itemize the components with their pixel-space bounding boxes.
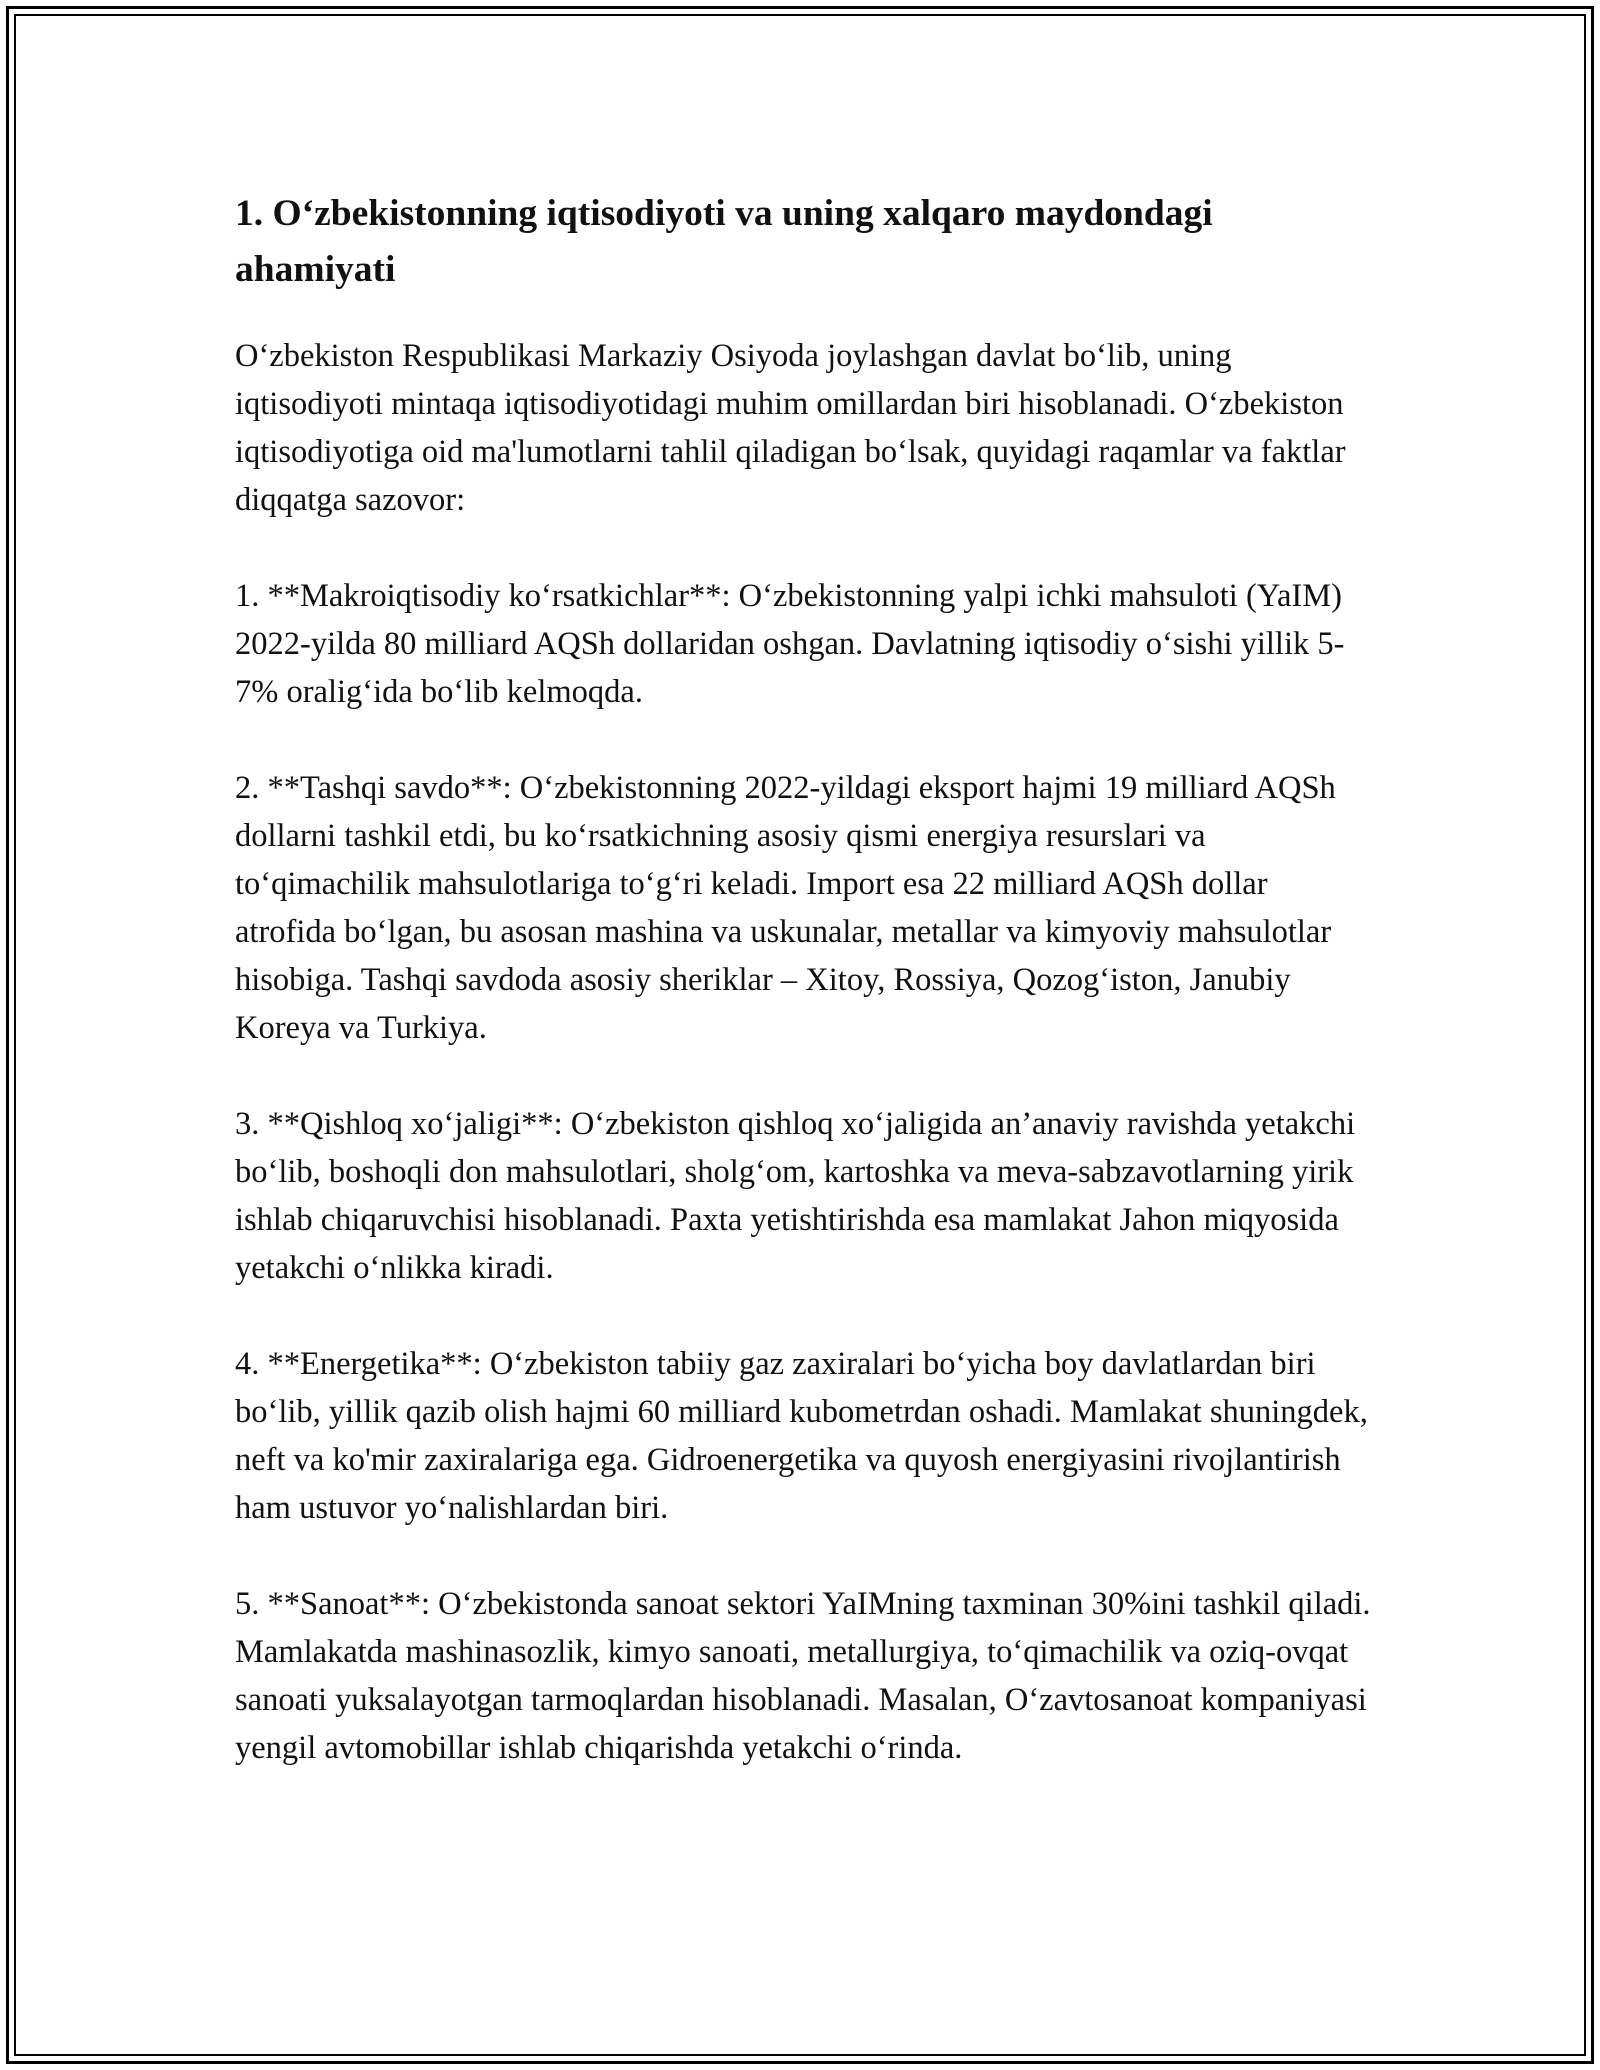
list-item-industry: 5. **Sanoat**: O‘zbekistonda sanoat sektori YaIMning taxminan 30%ini tashkil qiladi. Mamlakatda mashinasozlik, kimyo sanoati, metallurgiya, to‘qimachilik va oziq-ovqat sanoati yuksalayotgan tarmoqlardan hisoblanadi. Masalan, O‘zavtosanoat kompaniyasi yengil avtomobillar ishlab chiqarishda yetakchi o‘rinda. <box>235 1586 1371 1766</box>
list-item-macroeconomics: 1. **Makroiqtisodiy ko‘rsatkichlar**: O‘zbekistonning yalpi ichki mahsuloti (YaIM) 2022-yilda 80 milliard AQSh dollaridan oshgan. Davlatning iqtisodiy o‘sishi yillik 5-7% oralig‘ida bo‘lib kelmoqda. <box>235 578 1345 710</box>
list-item-agriculture: 3. **Qishloq xo‘jaligi**: O‘zbekiston qishloq xo‘jaligida an’anaviy ravishda yetakchi bo‘lib, boshoqli don mahsulotlari, sholg‘om, kartoshka va meva-sabzavotlarning yirik ishlab chiqaruvchisi hisoblanadi. Paxta yetishtirishda esa mamlakat Jahon miqyosida yetakchi o‘nlikka kiradi. <box>235 1106 1356 1286</box>
document-title: 1. O‘zbekistonning iqtisodiyoti va uning xalqaro maydondagi ahamiyati <box>235 193 1213 290</box>
list-item-foreign-trade: 2. **Tashqi savdo**: O‘zbekistonning 2022-yildagi eksport hajmi 19 milliard AQSh dollarni tashkil etdi, bu ko‘rsatkichning asosiy qismi energiya resurslari va to‘qimachilik mahsulotlariga to‘g‘ri keladi. Import esa 22 milliard AQSh dollar atrofida bo‘lgan, bu asosan mashina va uskunalar, metallar va kimyoviy mahsulotlar hisobiga. Tashqi savdoda asosiy sheriklar – Xitoy, Rossiya, Qozog‘iston, Janubiy Koreya va Turkiya. <box>235 770 1336 1046</box>
list-item-energy: 4. **Energetika**: O‘zbekiston tabiiy gaz zaxiralari bo‘yicha boy davlatlardan biri bo‘lib, yillik qazib olish hajmi 60 milliard kubometrdan oshadi. Mamlakat shuningdek, neft va ko'mir zaxiralariga ega. Gidroenergetika va quyosh energiyasini rivojlantirish ham ustuvor yo‘nalishlardan biri. <box>235 1346 1368 1526</box>
intro-paragraph: O‘zbekiston Respublikasi Markaziy Osiyoda joylashgan davlat bo‘lib, uning iqtisodiyoti mintaqa iqtisodiyotidagi muhim omillardan biri hisoblanadi. O‘zbekiston iqtisodiyotiga oid ma'lumotlarni tahlil qiladigan bo‘lsak, quyidagi raqamlar va faktlar diqqatga sazovor: <box>235 338 1346 518</box>
document-body <box>235 186 1375 1820</box>
